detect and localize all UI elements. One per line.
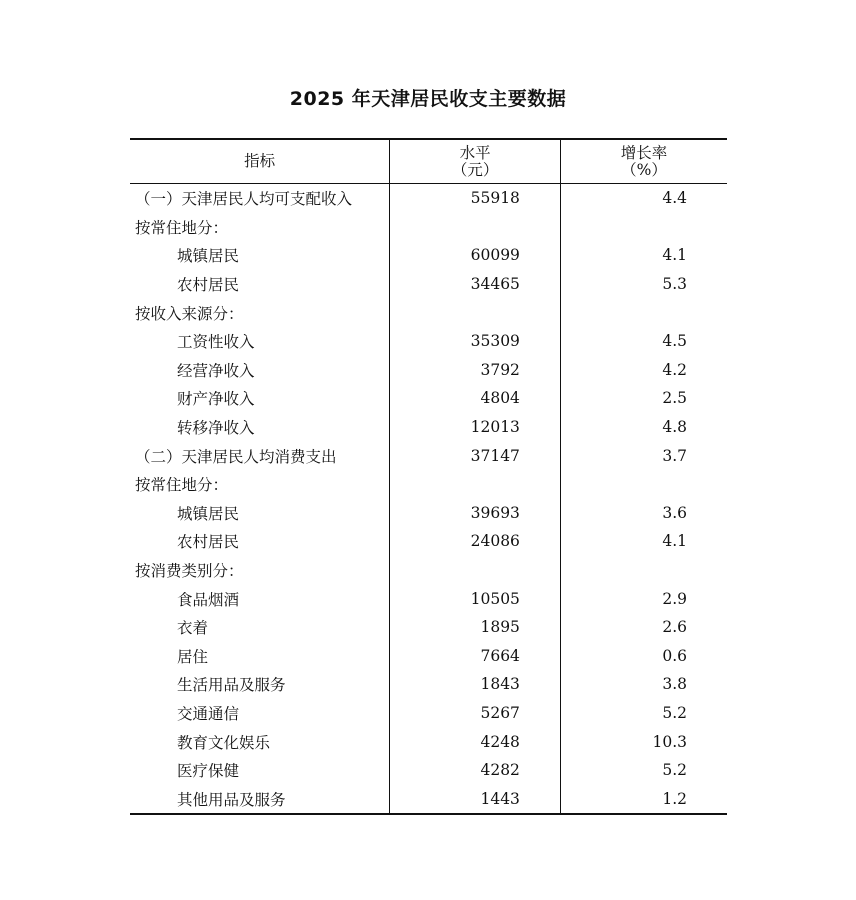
row-indicator: 生活用品及服务 [130,670,390,699]
row-growth-rate: 10.3 [652,732,687,751]
row-growth-rate: 4.5 [662,332,687,351]
row-growth-rate: 0.6 [662,646,687,665]
table-row [130,556,727,585]
table-row [130,184,727,213]
row-indicator: （二）天津居民人均消费支出 [130,441,390,470]
header-rate [560,139,727,184]
row-indicator: 居住 [130,642,390,671]
row-level-value [390,213,561,242]
header-level-label: 水平 [459,143,491,162]
table-row [130,241,727,270]
table-row [130,413,727,442]
row-level-value: 37147 [390,441,561,470]
header-rate-unit: （%） [621,160,667,179]
row-level-value: 4248 [390,727,561,756]
row-level-value: 24086 [390,527,561,556]
table-row [130,327,727,356]
row-indicator: 工资性收入 [130,327,390,356]
row-level-value: 39693 [390,499,561,528]
row-level-value: 55918 [390,184,561,213]
row-level-value: 5267 [390,699,561,728]
table-row [130,699,727,728]
row-indicator: 农村居民 [130,270,390,299]
table-row [130,270,727,299]
table-row [130,298,727,327]
header-indicator: 指标 [130,139,390,184]
row-indicator: 城镇居民 [130,499,390,528]
table-header-row [130,139,727,184]
row-growth-rate [560,298,727,327]
row-indicator: 其他用品及服务 [130,784,390,814]
row-growth-rate: 2.9 [662,589,687,608]
table-row [130,213,727,242]
row-indicator: 衣着 [130,613,390,642]
row-indicator: （一）天津居民人均可支配收入 [130,184,390,213]
table-row [130,441,727,470]
table-row [130,670,727,699]
row-indicator: 按收入来源分： [130,298,390,327]
table-row [130,784,727,814]
table-row [130,756,727,785]
row-level-value: 1443 [390,784,561,814]
row-indicator: 经营净收入 [130,356,390,385]
row-level-value: 1895 [390,613,561,642]
row-level-value: 4804 [390,384,561,413]
income-expenditure-table [130,138,727,815]
row-growth-rate: 4.4 [662,189,687,208]
row-level-value: 60099 [390,241,561,270]
row-level-value [390,470,561,499]
row-indicator: 城镇居民 [130,241,390,270]
table-row [130,356,727,385]
document-title: 2025 年天津居民收支主要数据 [289,88,567,110]
table-row [130,499,727,528]
row-indicator: 按消费类别分： [130,556,390,585]
row-growth-rate: 3.8 [662,675,687,694]
header-rate-label: 增长率 [620,143,668,162]
row-level-value: 7664 [390,642,561,671]
table-row [130,470,727,499]
row-indicator: 按常住地分： [130,470,390,499]
row-indicator: 交通通信 [130,699,390,728]
header-level-unit: （元） [451,160,499,179]
table-row [130,384,727,413]
row-growth-rate: 3.6 [662,503,687,522]
row-indicator: 财产净收入 [130,384,390,413]
row-growth-rate: 4.1 [662,246,687,265]
row-level-value: 35309 [390,327,561,356]
row-level-value: 1843 [390,670,561,699]
row-level-value: 3792 [390,356,561,385]
row-level-value [390,298,561,327]
row-level-value: 4282 [390,756,561,785]
row-growth-rate [560,470,727,499]
row-growth-rate: 4.8 [662,418,687,437]
row-growth-rate: 4.2 [662,360,687,379]
row-growth-rate: 5.2 [662,761,687,780]
row-indicator: 农村居民 [130,527,390,556]
row-growth-rate [560,213,727,242]
table-body [130,184,727,815]
header-level [390,139,561,184]
table-row [130,642,727,671]
row-growth-rate: 5.3 [662,275,687,294]
row-indicator: 食品烟酒 [130,584,390,613]
row-growth-rate: 2.6 [662,618,687,637]
row-indicator: 按常住地分： [130,213,390,242]
row-indicator: 医疗保健 [130,756,390,785]
row-level-value: 10505 [390,584,561,613]
row-indicator: 教育文化娱乐 [130,727,390,756]
row-level-value: 34465 [390,270,561,299]
table-row [130,613,727,642]
row-growth-rate: 4.1 [662,532,687,551]
row-growth-rate: 2.5 [662,389,687,408]
table-row [130,527,727,556]
row-growth-rate [560,556,727,585]
table-row [130,727,727,756]
row-growth-rate: 5.2 [662,703,687,722]
row-growth-rate: 3.7 [662,446,687,465]
row-level-value: 12013 [390,413,561,442]
row-level-value [390,556,561,585]
row-indicator: 转移净收入 [130,413,390,442]
table-row [130,584,727,613]
row-growth-rate: 1.2 [662,789,687,808]
